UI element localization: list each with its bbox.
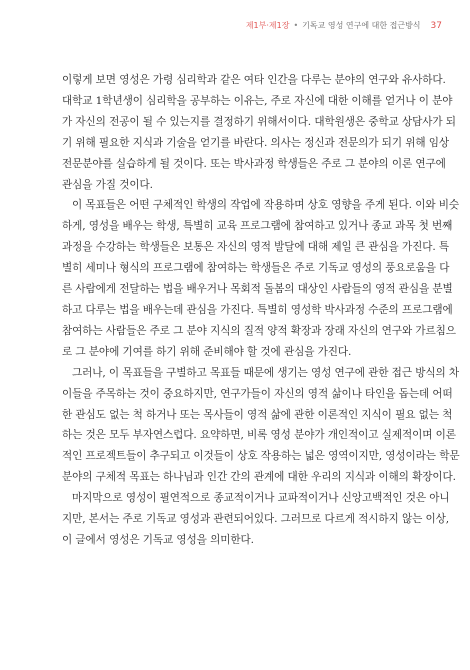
- paragraph-4-line-2: 지만, 본서는 주로 기독교 영성과 관련되어있다. 그러므로 다르게 적시하지 않는 이상,: [62, 513, 450, 526]
- paragraph-1-line-6: 관심을 가질 것이다.: [62, 178, 153, 191]
- paragraph-2-line-3: 과정을 수강하는 학생들은 보통은 자신의 영적 발달에 대해 제일 큰 관심을 가진다. 특: [62, 241, 450, 254]
- paragraph-1-line-3: 가 자신의 전공이 될 수 있는지를 결정하기 위해서이다. 대학원생은 중학교 상담사가 되: [62, 115, 456, 128]
- paragraph-3-line-5: 적인 프로젝트들이 추구되고 이것들이 상호 작용하는 넓은 영역이지만, 영성이라는 학문: [62, 450, 460, 463]
- paragraph-3-line-3: 한 관심도 없는 척 하거나 또는 목사들이 영적 삶에 관한 이론적인 지식이 필요 없는 척: [62, 408, 453, 421]
- paragraph-2-line-8: 로 그 분야에 기여를 하기 위해 준비해야 할 것에 관심을 가진다.: [62, 345, 352, 358]
- running-head-chapter: 제1부·제1장: [245, 21, 290, 30]
- paragraph-2-line-2: 하게, 영성을 배우는 학생, 특별히 교육 프로그램에 참여하고 있거나 종교 과목 첫 번째: [62, 220, 453, 233]
- paragraph-4-line-3: 이 글에서 영성은 기독교 영성을 의미한다.: [62, 533, 254, 546]
- paragraph-2-line-1: 이 목표들은 어떤 구체적인 학생의 작업에 작용하며 상호 영향을 주게 된다. 이와 비슷: [72, 199, 460, 212]
- running-head: [246, 20, 442, 31]
- running-head-title: 기독교 영성 연구에 대한 접근방식: [302, 21, 421, 30]
- body-text: [62, 70, 460, 551]
- paragraph-3-line-6: 분야의 구체적 목표는 하나님과 인간 간의 관계에 대한 우리의 지식과 이해의 확장이다.: [62, 471, 456, 484]
- paragraph-2-line-7: 참여하는 사람들은 주로 그 분야 지식의 질적 양적 확장과 장래 자신의 연구와 가르침으: [62, 324, 456, 337]
- paragraph-1-line-4: 기 위해 필요한 지식과 기술을 얻기를 바란다. 의사는 정신과 전문의가 되기 위해 임상: [62, 136, 450, 149]
- paragraph-2-line-4: 별히 세미나 형식의 프로그램에 참여하는 학생들은 주로 기독교 영성의 풍요로움을 다: [62, 262, 450, 275]
- paragraph-4-line-1: 마지막으로 영성이 필연적으로 종교적이거나 교파적이거나 신앙고백적인 것은 아니: [72, 492, 450, 505]
- paragraph-1-line-5: 전문분야를 실습하게 될 것이다. 또는 박사과정 학생들은 주로 그 분야의 이론 연구에: [62, 157, 446, 170]
- page-number: 37: [430, 21, 442, 31]
- paragraph-1-line-1: 이렇게 보면 영성은 가령 심리학과 같은 여타 인간을 다루는 분야의 연구와 유사하다.: [62, 74, 446, 86]
- paragraph-1-line-2: 대학교 1학년생이 심리학을 공부하는 이유는, 주로 자신에 대한 이해를 얻거나 이 분야: [62, 94, 453, 107]
- paragraph-3-line-4: 하는 것은 모두 부자연스럽다. 요약하면, 비록 영성 분야가 개인적이고 실제적이며 이론: [62, 429, 456, 442]
- paragraph-2-line-5: 른 사람에게 전달하는 법을 배우거나 목회적 돌봄의 대상인 사람들의 영적 관심을 분별: [62, 283, 453, 296]
- paragraph-2-line-6: 하고 다루는 법을 배우는데 관심을 가진다. 특별히 영성학 박사과정 수준의 프로그램에: [62, 303, 453, 316]
- paragraph-3-line-2: 이들을 주목하는 것이 중요하지만, 연구가들이 자신의 영적 삶이나 타인을 돕는데 어떠: [62, 387, 453, 400]
- running-head-separator: •: [293, 21, 299, 30]
- paragraph-3-line-1: 그러나, 이 목표들을 구별하고 목표들 때문에 생기는 영성 연구에 관한 접근 방식의 차: [72, 366, 460, 379]
